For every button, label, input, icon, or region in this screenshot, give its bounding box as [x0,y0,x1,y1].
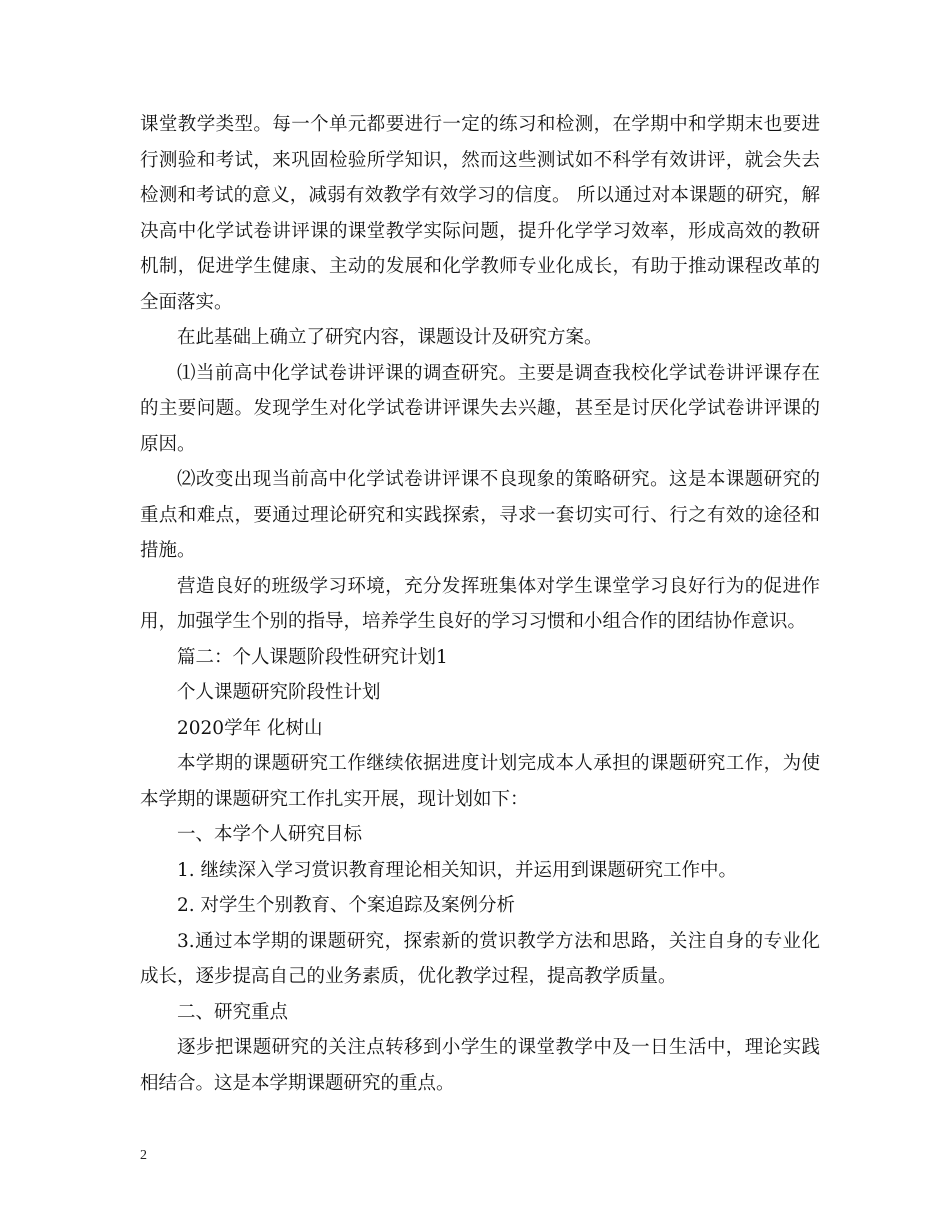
goal-item-1: 1. 继续深入学习赏识教育理论相关知识，并运用到课题研究工作中。 [177,859,738,881]
paragraph-focus: 逐步把课题研究的关注点转移到小学生的课堂教学中及一日生活中，理论实践相结合。这是本学期课题研究的重点。 [140,1037,820,1094]
document-body [140,107,820,1101]
paragraph-plan-intro: 本学期的课题研究工作继续依据进度计划完成本人承担的课题研究工作，为使本学期的课题研究工作扎实开展，现计划如下： [140,753,820,810]
goal-item-2: 2. 对学生个别教育、个案追踪及案例分析 [177,895,516,916]
page-number: 2 [140,1148,147,1163]
section-heading-part-two: 篇二：个人课题阶段性研究计划1 [177,646,448,668]
paragraph-item-1: ⑴当前高中化学试卷讲评课的调查研究。主要是调查我校化学试卷讲评课存在的主要问题。发现学生对化学试卷讲评课失去兴趣，甚至是讨厌化学试卷讲评课的原因。 [140,362,820,455]
paragraph-research-content: 在此基础上确立了研究内容，课题设计及研究方案。 [177,327,603,348]
goal-item-3: 3.通过本学期的课题研究，探索新的赏识教学方法和思路，关注自身的专业化成长，逐步提高自己的业务素质，优化教学过程，提高教学质量。 [140,930,820,987]
paragraph-continuation: 课堂教学类型。每一个单元都要进行一定的练习和检测，在学期中和学期末也要进行测验和考试，来巩固检验所学知识，然而这些测试如不科学有效讲评，就会失去检测和考试的意义，减弱有效教学有效学习的信度。 所以通过对本课题的研究，解决高中化学试卷讲评课的课堂教学实际问题，提升化学学习效率，形成高效的教研机制，促进学生健康、主动的发展和化学教师专业化成长，有助于推动课程改革的全面落实。 [140,114,820,313]
plan-title: 个人课题研究阶段性计划 [177,682,381,703]
heading-focus: 二、研究重点 [177,1001,289,1023]
paragraph-item-2: ⑵改变出现当前高中化学试卷讲评课不良现象的策略研究。这是本课题研究的重点和难点，要通过理论研究和实践探索，寻求一套切实可行、行之有效的途径和措施。 [140,469,820,561]
paragraph-environment: 营造良好的班级学习环境，充分发挥班集体对学生课堂学习良好行为的促进作用，加强学生个别的指导，培养学生良好的学习习惯和小组合作的团结协作意识。 [140,575,820,632]
heading-goals: 一、本学个人研究目标 [177,824,363,845]
plan-year-author: 2020学年 化树山 [177,717,323,739]
